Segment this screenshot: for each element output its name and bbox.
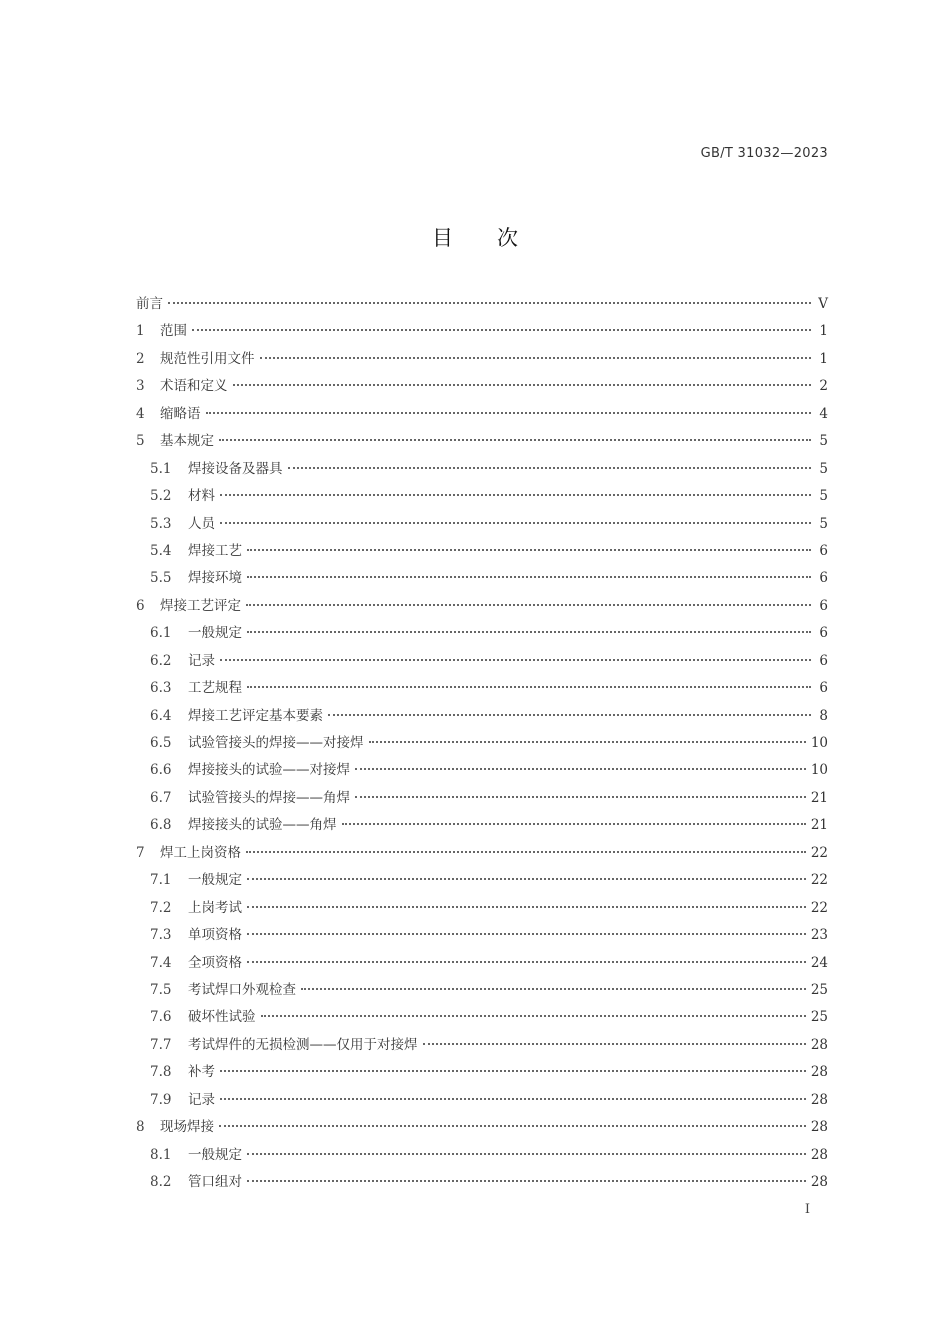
toc-dot-leader [220, 659, 811, 661]
toc-entry-number: 8 [136, 1119, 145, 1136]
toc-entry[interactable] [136, 951, 828, 978]
toc-dot-leader [328, 714, 811, 716]
toc-entry-number: 7.9 [150, 1091, 172, 1108]
toc-entry-page: 2 [819, 378, 828, 395]
table-of-contents [136, 292, 828, 1197]
toc-entry-label: 单项资格 [188, 927, 242, 944]
toc-title: 目次 [432, 226, 562, 250]
toc-entry-label: 一般规定 [188, 1146, 242, 1163]
toc-entry-label: 破坏性试验 [188, 1009, 256, 1026]
toc-dot-leader [247, 576, 811, 578]
toc-entry-label: 规范性引用文件 [160, 350, 255, 367]
toc-entry-page: 28 [810, 1064, 828, 1081]
toc-entry-page: 1 [819, 323, 828, 340]
toc-entry-label: 范围 [160, 323, 187, 340]
toc-entry-number: 8.1 [150, 1146, 172, 1163]
toc-entry-number: 6.1 [150, 625, 172, 642]
toc-entry-number: 7.5 [150, 981, 172, 998]
toc-dot-leader [220, 494, 811, 496]
toc-entry-page: 6 [819, 625, 828, 642]
toc-entry-label: 焊接工艺评定 [160, 597, 241, 614]
toc-entry-label: 上岗考试 [188, 899, 242, 916]
toc-dot-leader [423, 1043, 806, 1045]
toc-dot-leader [247, 878, 806, 880]
toc-entry-label: 焊接工艺评定基本要素 [188, 707, 323, 724]
toc-entry-page: 23 [810, 927, 828, 944]
toc-entry[interactable] [136, 758, 828, 785]
toc-entry-page: 22 [810, 872, 828, 889]
toc-entry[interactable] [136, 1060, 828, 1087]
toc-entry[interactable] [136, 566, 828, 593]
toc-entry-page: 5 [819, 460, 828, 477]
toc-entry[interactable] [136, 1005, 828, 1032]
page-number: I [804, 1202, 810, 1217]
toc-entry-number: 5.3 [150, 515, 172, 532]
toc-dot-leader [355, 796, 806, 798]
toc-dot-leader [168, 302, 811, 304]
toc-entry[interactable] [136, 649, 828, 676]
toc-entry-page: 5 [819, 488, 828, 505]
toc-entry-label: 基本规定 [160, 433, 214, 450]
toc-entry-number: 6.6 [150, 762, 172, 779]
toc-dot-leader [247, 1153, 806, 1155]
toc-entry[interactable] [136, 457, 828, 484]
toc-dot-leader [206, 412, 812, 414]
toc-entry-number: 6.8 [150, 817, 172, 834]
toc-entry-label: 考试焊口外观检查 [188, 981, 296, 998]
toc-entry-page: 8 [819, 707, 828, 724]
toc-entry-number: 6 [136, 597, 145, 614]
toc-entry-page: 5 [819, 433, 828, 450]
toc-entry[interactable] [136, 1143, 828, 1170]
toc-entry-page: 6 [819, 652, 828, 669]
toc-dot-leader [261, 1015, 806, 1017]
toc-entry-page: 28 [810, 1174, 828, 1190]
toc-entry-label: 焊工上岗资格 [160, 844, 241, 861]
toc-entry-number: 6.7 [150, 789, 172, 806]
toc-entry-label: 术语和定义 [160, 378, 228, 395]
toc-dot-leader [192, 329, 811, 331]
toc-dot-leader [247, 961, 806, 963]
toc-entry-number: 7.6 [150, 1009, 172, 1026]
toc-entry-number: 7.7 [150, 1036, 172, 1053]
toc-entry[interactable] [136, 786, 828, 813]
toc-entry-label: 缩略语 [160, 405, 201, 422]
toc-entry-number: 7.1 [150, 872, 172, 889]
toc-entry[interactable] [136, 402, 828, 429]
toc-entry-number: 6.4 [150, 707, 172, 724]
toc-entry[interactable] [136, 319, 828, 346]
toc-entry-label: 全项资格 [188, 954, 242, 971]
toc-entry-page: 28 [810, 1091, 828, 1108]
standard-code: GB/T 31032—2023 [700, 146, 828, 161]
toc-dot-leader [220, 522, 811, 524]
toc-entry-number: 5 [136, 433, 145, 450]
toc-entry-number: 5.1 [150, 460, 172, 477]
toc-entry-label: 焊接设备及器具 [188, 460, 283, 477]
toc-entry-page: 6 [819, 680, 828, 697]
toc-dot-leader [369, 741, 806, 743]
toc-entry-label: 焊接环境 [188, 570, 242, 587]
toc-entry-page: 22 [810, 899, 828, 916]
toc-entry-page: 1 [819, 350, 828, 367]
toc-entry-page: 21 [810, 817, 828, 834]
toc-entry-page: 10 [810, 762, 828, 779]
toc-dot-leader [233, 384, 812, 386]
toc-entry-number: 4 [136, 405, 145, 422]
toc-dot-leader [260, 357, 812, 359]
toc-entry[interactable] [136, 923, 828, 950]
toc-entry[interactable] [136, 813, 828, 840]
toc-entry-label: 焊接接头的试验——对接焊 [188, 762, 350, 779]
toc-entry-page: 5 [819, 515, 828, 532]
toc-entry-number: 7.8 [150, 1064, 172, 1081]
toc-entry-label: 试验管接头的焊接——角焊 [188, 789, 350, 806]
toc-dot-leader [219, 1125, 806, 1127]
toc-entry-label: 记录 [188, 1091, 215, 1108]
toc-entry-label: 工艺规程 [188, 680, 242, 697]
toc-entry-number: 7 [136, 844, 145, 861]
toc-dot-leader [301, 988, 806, 990]
toc-entry[interactable] [136, 1088, 828, 1115]
toc-dot-leader [247, 686, 811, 688]
toc-entry-page: 21 [810, 789, 828, 806]
toc-entry-number: 5.4 [150, 542, 172, 559]
toc-entry-label: 焊接工艺 [188, 542, 242, 559]
toc-entry-label: 管口组对 [188, 1174, 242, 1190]
toc-entry-label: 考试焊件的无损检测——仅用于对接焊 [188, 1036, 418, 1053]
toc-entry-number: 5.5 [150, 570, 172, 587]
toc-entry-page: 25 [810, 1009, 828, 1026]
toc-dot-leader [288, 467, 812, 469]
toc-entry[interactable] [136, 347, 828, 374]
toc-dot-leader [220, 1098, 806, 1100]
toc-entry[interactable] [136, 594, 828, 621]
toc-entry-page: 28 [810, 1146, 828, 1163]
toc-entry-page: V [818, 296, 828, 312]
toc-entry-label: 焊接接头的试验——角焊 [188, 817, 337, 834]
toc-entry[interactable] [136, 978, 828, 1005]
toc-entry[interactable] [136, 374, 828, 401]
toc-entry-label: 补考 [188, 1064, 215, 1081]
toc-entry-label: 一般规定 [188, 625, 242, 642]
toc-entry-number: 7.4 [150, 954, 172, 971]
toc-entry-page: 25 [810, 981, 828, 998]
toc-entry-label: 试验管接头的焊接——对接焊 [188, 735, 364, 751]
toc-entry-label: 现场焊接 [160, 1119, 214, 1136]
toc-entry-number: 1 [136, 323, 145, 340]
toc-entry-number: 6.3 [150, 680, 172, 697]
toc-dot-leader [247, 1180, 806, 1182]
toc-entry[interactable] [136, 429, 828, 456]
toc-entry-page: 28 [810, 1036, 828, 1053]
toc-entry-page: 4 [819, 405, 828, 422]
toc-entry[interactable] [136, 1170, 828, 1197]
toc-entry-number: 7.3 [150, 927, 172, 944]
toc-entry-number: 3 [136, 378, 145, 395]
toc-entry-number: 2 [136, 350, 145, 367]
toc-entry-label: 一般规定 [188, 872, 242, 889]
toc-entry-page: 24 [810, 954, 828, 971]
toc-entry-number: 6.2 [150, 652, 172, 669]
toc-entry-number: 7.2 [150, 899, 172, 916]
toc-entry[interactable] [136, 896, 828, 923]
toc-dot-leader [247, 549, 811, 551]
toc-entry-label: 人员 [188, 515, 215, 532]
toc-dot-leader [247, 906, 806, 908]
toc-entry[interactable] [136, 841, 828, 868]
toc-entry-label: 记录 [188, 652, 215, 669]
toc-dot-leader [247, 933, 806, 935]
toc-dot-leader [247, 631, 811, 633]
toc-entry[interactable] [136, 512, 828, 539]
toc-entry[interactable] [136, 1033, 828, 1060]
toc-entry-page: 6 [819, 597, 828, 614]
toc-entry[interactable] [136, 868, 828, 895]
toc-entry[interactable] [136, 539, 828, 566]
toc-dot-leader [246, 604, 811, 606]
toc-dot-leader [219, 439, 811, 441]
toc-entry-page: 28 [810, 1119, 828, 1136]
toc-entry-page: 10 [810, 735, 828, 751]
toc-entry-number: 6.5 [150, 735, 172, 751]
toc-entry-label: 材料 [188, 488, 215, 505]
toc-entry[interactable] [136, 292, 828, 319]
toc-entry[interactable] [136, 676, 828, 703]
toc-entry[interactable] [136, 484, 828, 511]
toc-entry-page: 6 [819, 542, 828, 559]
toc-entry-number: 8.2 [150, 1174, 172, 1190]
toc-entry-number: 5.2 [150, 488, 172, 505]
toc-entry[interactable] [136, 704, 828, 731]
toc-dot-leader [246, 851, 806, 853]
toc-entry-page: 6 [819, 570, 828, 587]
toc-dot-leader [342, 823, 806, 825]
toc-entry[interactable] [136, 621, 828, 648]
toc-dot-leader [355, 768, 806, 770]
toc-entry[interactable] [136, 1115, 828, 1142]
toc-dot-leader [220, 1070, 806, 1072]
toc-entry[interactable] [136, 731, 828, 758]
toc-entry-label: 前言 [136, 296, 163, 312]
toc-entry-page: 22 [810, 844, 828, 861]
